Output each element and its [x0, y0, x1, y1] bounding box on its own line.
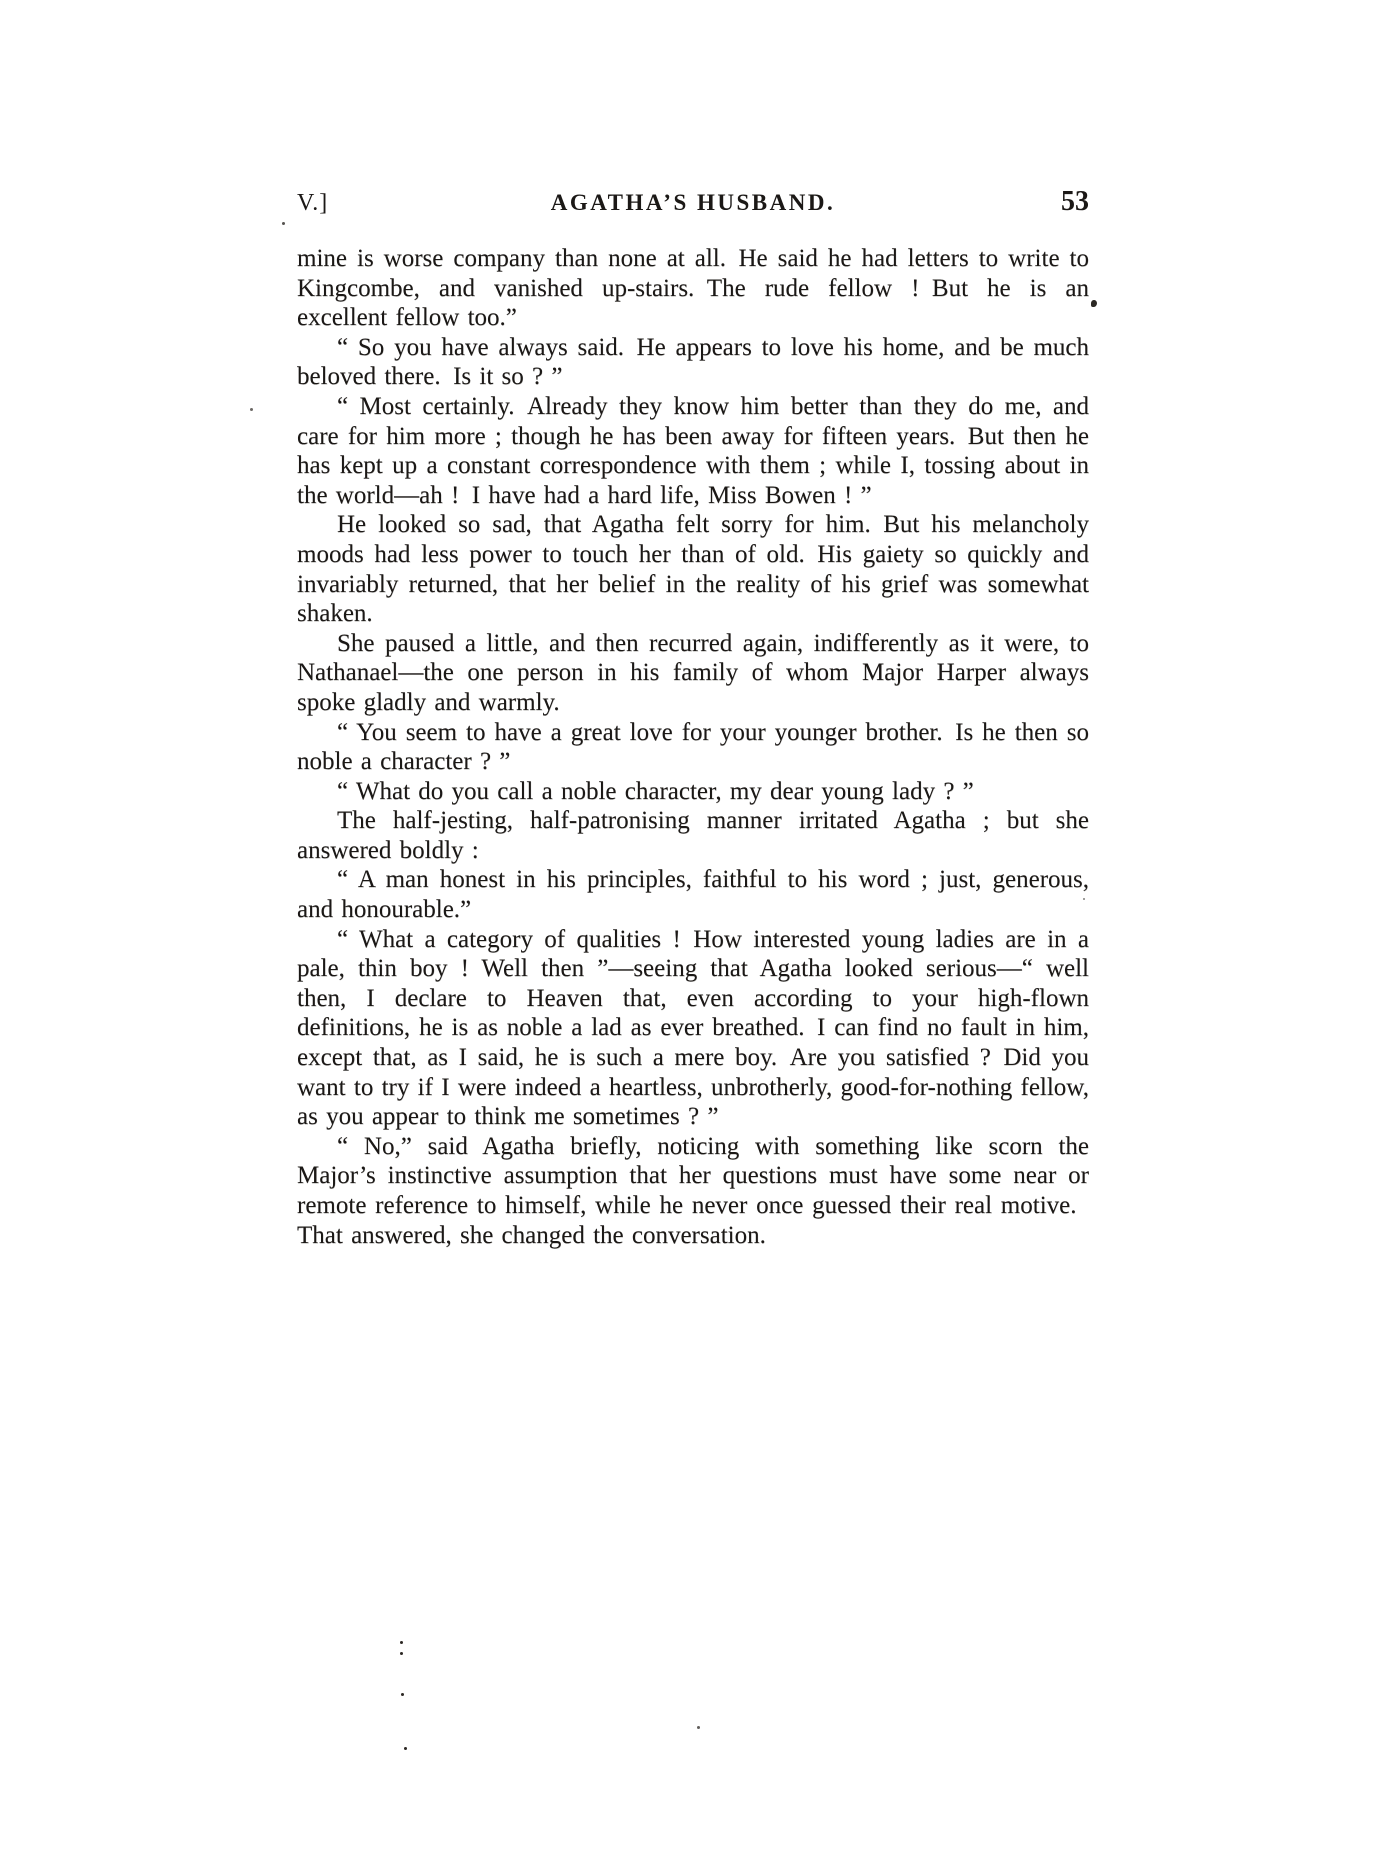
- body-text: [297, 244, 1089, 1250]
- text-block: [297, 186, 1089, 1250]
- body-paragraph: “ What a category of qualities ! How interested young ladies are in a pale, thin boy ! Well then ”—seeing that Agatha looked serious—“ well then, I declare to Heaven that, even according to your high-flown definitions, he is as noble a lad as ever breathed. I can find no fault in him, except that, as I said, he is such a mere boy. Are you satisfied ? Did you want to try if I were indeed a heartless, unbrotherly, good-for-nothing fellow, as you appear to think me sometimes ? ”: [297, 925, 1089, 1131]
- body-paragraph: “ A man honest in his principles, faithful to his word ; just, generous, and honourable.”: [297, 866, 1089, 924]
- scan-speck: [1083, 898, 1085, 900]
- scan-speck: [404, 1747, 407, 1750]
- scan-speck: [400, 1641, 403, 1644]
- body-paragraph: “ Most certainly. Already they know him better than they do me, and care for him more ; though he has been away for fifteen years. But then he has kept up a constant correspondence with them ; while I, tossing about in the world—ah ! I have had a hard life, Miss Bowen ! ”: [297, 392, 1089, 509]
- body-paragraph: mine is worse company than none at all. He said he had letters to write to Kingcombe, and vanished up-stairs. The rude fellow ! But he is an excellent fellow too.”: [297, 245, 1089, 332]
- body-paragraph: She paused a little, and then recurred again, indifferently as it were, to Nathanael—the one person in his family of whom Major Harper always spoke gladly and warmly.: [297, 629, 1089, 716]
- body-paragraph: He looked so sad, that Agatha felt sorry for him. But his melancholy moods had less power to touch her than of old. His gaiety so quickly and invariably returned, that her belief in the reality of his grief was somewhat shaken.: [297, 511, 1089, 628]
- scan-speck: [401, 1693, 404, 1696]
- running-title: AGATHA’S HUSBAND.: [550, 190, 836, 215]
- scan-speck: [282, 222, 285, 225]
- scan-speck: [1091, 300, 1097, 307]
- body-paragraph: “ So you have always said. He appears to love his home, and be much beloved there. Is it so ? ”: [297, 333, 1089, 391]
- scan-speck: [250, 408, 253, 411]
- page-number: 53: [1061, 186, 1089, 217]
- body-paragraph: “ What do you call a noble character, my dear young lady ? ”: [337, 777, 974, 805]
- scan-speck: [400, 1652, 403, 1655]
- body-paragraph: The half-jesting, half-patronising manner irritated Agatha ; but she answered boldly :: [297, 807, 1089, 864]
- scan-speck: [697, 1726, 700, 1729]
- chapter-marker: V.]: [297, 190, 329, 216]
- page-header: [297, 186, 1089, 218]
- body-paragraph: “ No,” said Agatha briefly, noticing with something like scorn the Major’s instinctive assumption that her questions must have some near or remote reference to himself, while he never once guessed their real motive. That answered, she changed the conversation.: [297, 1132, 1089, 1249]
- body-paragraph: “ You seem to have a great love for your younger brother. Is he then so noble a character ? ”: [297, 718, 1089, 776]
